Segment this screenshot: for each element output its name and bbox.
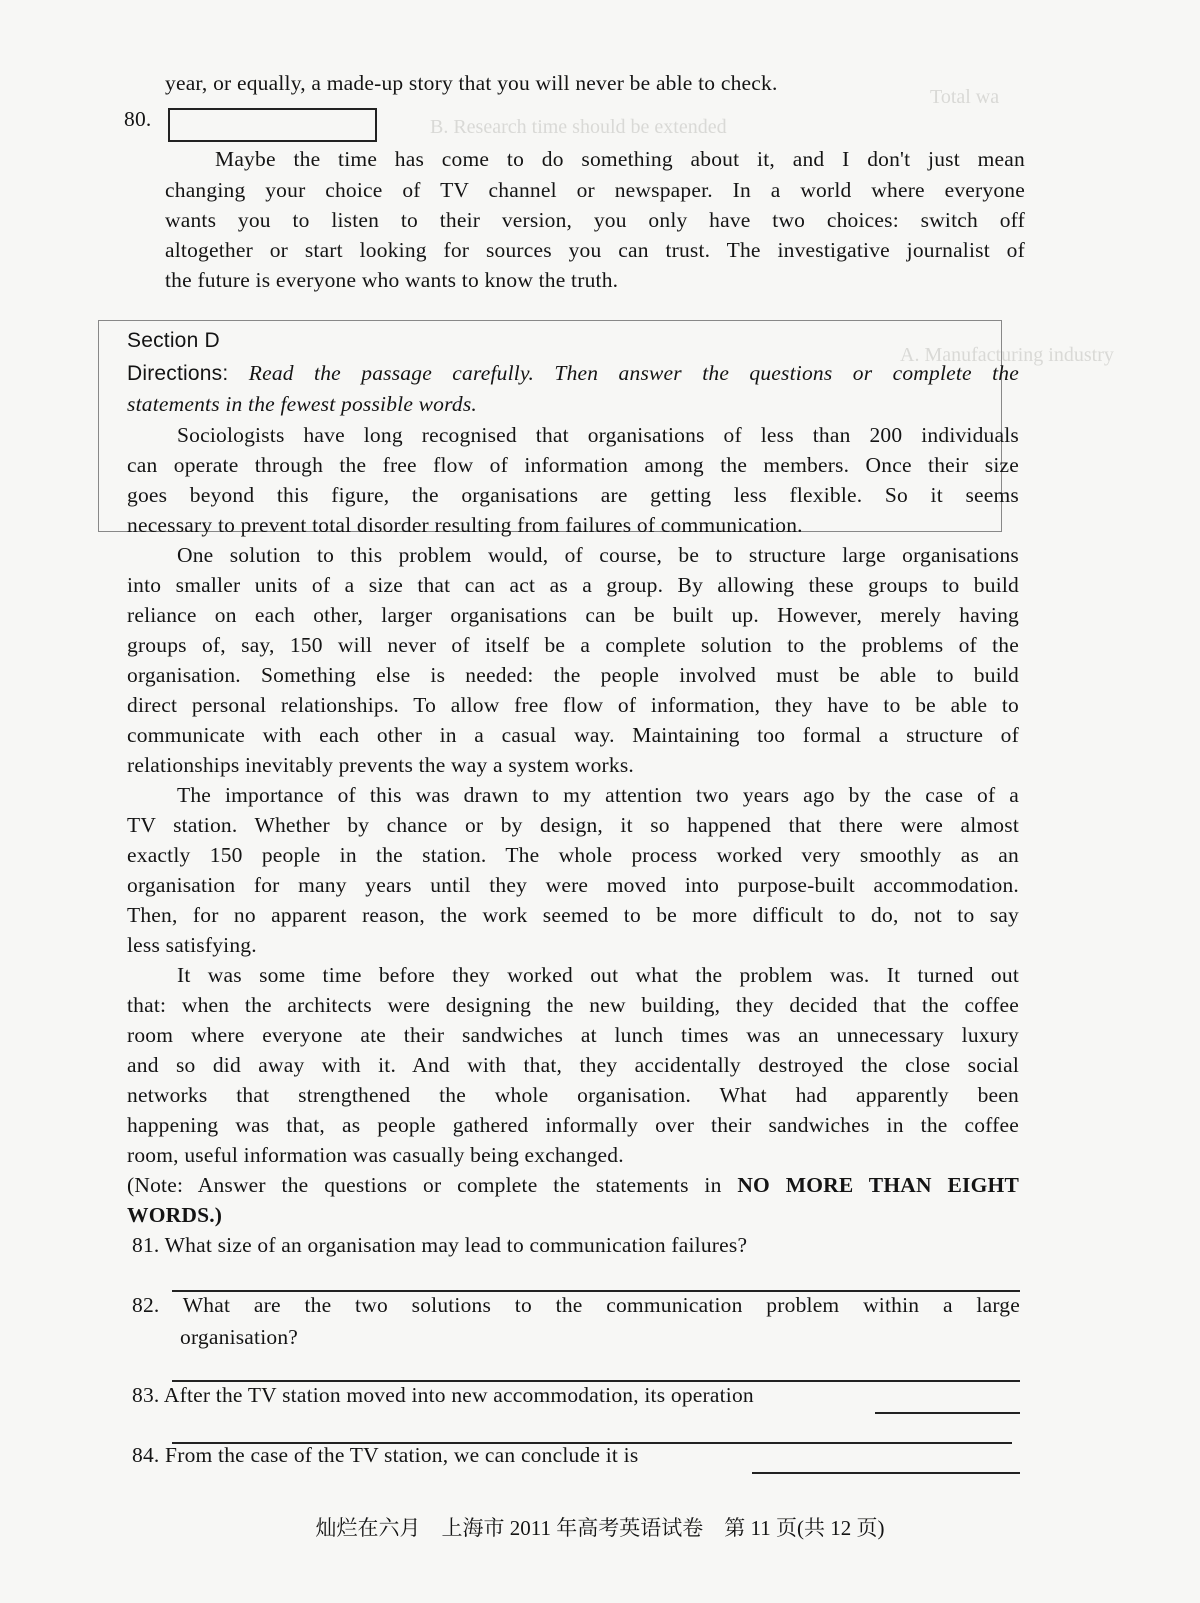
passage-line: can operate through the free flow of information among the members. Once their size [127,453,1019,477]
question-84: 84. From the case of the TV station, we can conclude it is [132,1443,639,1467]
bleed-through-text: B. Research time should be extended [430,116,727,138]
passage-line: networks that strengthened the whole organisation. What had apparently been [127,1083,1019,1107]
directions-line [127,358,1019,389]
answer-line-84[interactable] [752,1472,1020,1474]
passage-line: and so did away with it. And with that, they accidentally destroyed the close social [127,1053,1019,1077]
note-line [127,1170,1019,1200]
question-number: 80. [124,107,152,131]
question-82: 82. What are the two solutions to the communication problem within a large [132,1293,1020,1317]
passage-line: direct personal relationships. To allow free flow of information, they have to be able to [127,693,1019,717]
passage-line: wants you to listen to their version, you only have two choices: switch off [165,208,1025,232]
passage-line: Then, for no apparent reason, the work seemed to be more difficult to do, not to say [127,903,1019,927]
passage-line: reliance on each other, larger organisations can be built up. However, merely having [127,603,1019,627]
passage-line: groups of, say, 150 will never of itself be a complete solution to the problems of the [127,633,1019,657]
passage-line: Sociologists have long recognised that organisations of less than 200 individuals [177,423,1019,447]
directions-label: Directions: [127,362,229,385]
passage-line: One solution to this problem would, of course, be to structure large organisations [177,543,1019,567]
page-footer: 灿烂在六月 上海市 2011 年高考英语试卷 第 11 页(共 12 页) [315,1516,885,1540]
passage-line: changing your choice of TV channel or newspaper. In a world where everyone [165,178,1025,202]
directions-line: statements in the fewest possible words. [127,392,477,416]
passage-line: room where everyone ate their sandwiches at lunch times was an unnecessary luxury [127,1023,1019,1047]
bleed-through-text: A. Manufacturing industry [900,344,1114,366]
answer-box-80[interactable] [168,108,377,142]
directions-text: Read the passage carefully. Then answer the questions or complete the [248,361,1020,385]
question-82-cont: organisation? [180,1325,299,1349]
passage-line: room, useful information was casually being exchanged. [127,1143,624,1167]
passage-line: happening was that, as people gathered informally over their sandwiches in the coffee [127,1113,1019,1137]
question-81: 81. What size of an organisation may lead to communication failures? [132,1233,748,1257]
passage-line: less satisfying. [127,933,257,957]
note-line: WORDS.) [127,1203,223,1227]
passage-line: It was some time before they worked out what the problem was. It turned out [177,963,1019,987]
section-title: Section D [127,329,220,352]
answer-line-83a[interactable] [875,1412,1020,1414]
passage-line: organisation for many years until they were moved into purpose-built accommodation. [127,873,1019,897]
passage-line: altogether or start looking for sources you can trust. The investigative journalist of [165,238,1025,262]
passage-line: year, or equally, a made-up story that you will never be able to check. [165,71,778,95]
note-emphasis: NO MORE THAN EIGHT [737,1173,1019,1197]
note-prefix: (Note: Answer the questions or complete the statements in [127,1173,722,1197]
passage-line: goes beyond this figure, the organisations are getting less flexible. So it seems [127,483,1019,507]
bleed-through-text: Total wa [930,86,1000,108]
passage-line: organisation. Something else is needed: the people involved must be able to build [127,663,1019,687]
passage-line: The importance of this was drawn to my attention two years ago by the case of a [177,783,1019,807]
passage-line: into smaller units of a size that can act as a group. By allowing these groups to build [127,573,1019,597]
passage-line: relationships inevitably prevents the way a system works. [127,753,634,777]
passage-line: communicate with each other in a casual way. Maintaining too formal a structure of [127,723,1019,747]
passage-line: exactly 150 people in the station. The whole process worked very smoothly as an [127,843,1019,867]
passage-line: Maybe the time has come to do something about it, and I don't just mean [215,147,1025,171]
passage-line: that: when the architects were designing the new building, they decided that the coffee [127,993,1019,1017]
passage-line: the future is everyone who wants to know the truth. [165,268,619,292]
question-83: 83. After the TV station moved into new accommodation, its operation [132,1383,754,1407]
passage-line: TV station. Whether by chance or by design, it so happened that there were almost [127,813,1019,837]
passage-line: necessary to prevent total disorder resulting from failures of communication. [127,513,803,537]
